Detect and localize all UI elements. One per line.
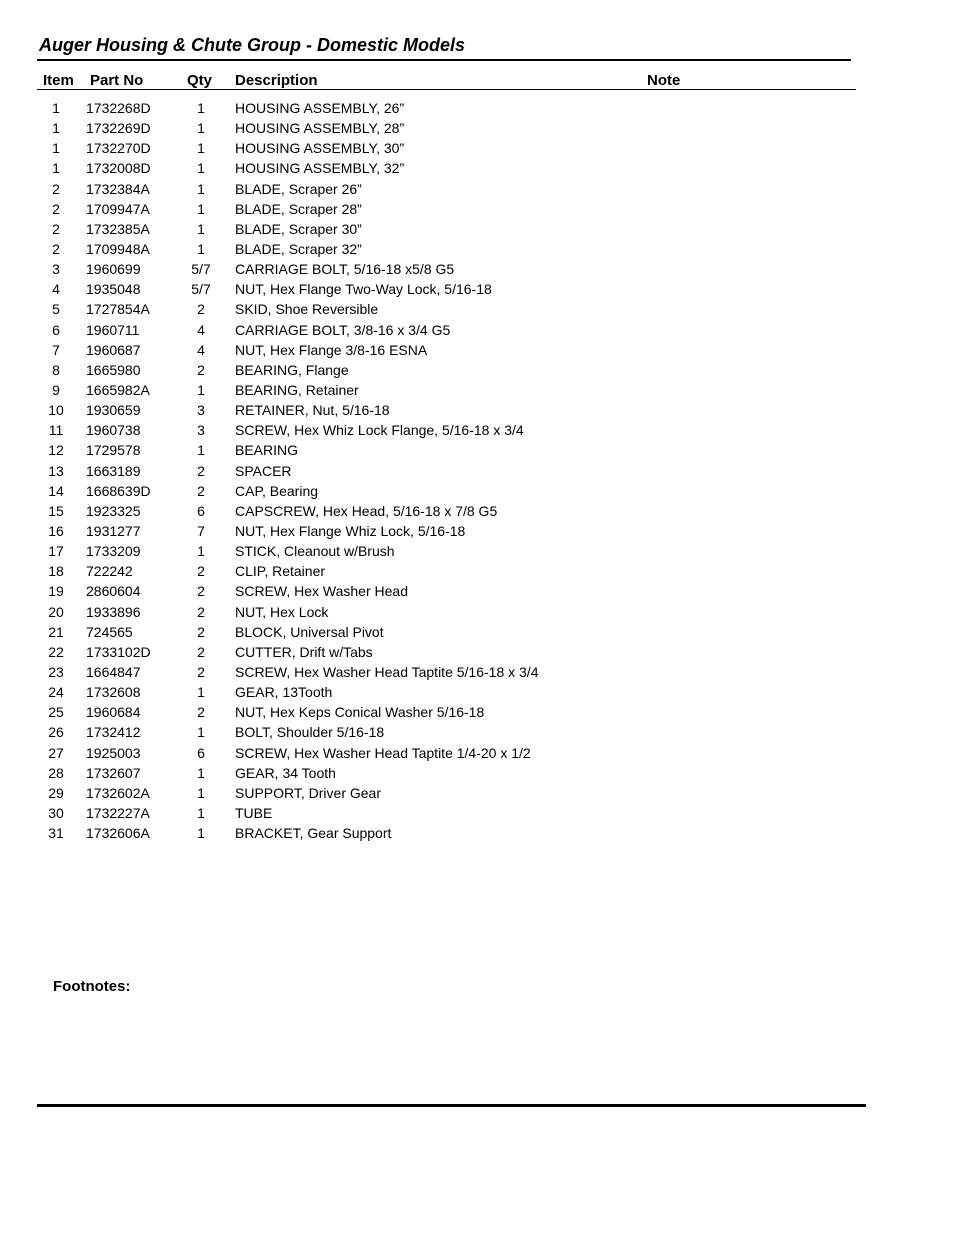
- table-row: [0, 461, 954, 481]
- column-header-item: Item: [43, 72, 74, 89]
- part-no-cell: 724565: [86, 623, 133, 640]
- item-cell: 31: [48, 825, 64, 842]
- description-cell: CLIP, Retainer: [235, 563, 326, 580]
- part-no-cell: 1931277: [86, 522, 141, 539]
- description-cell: CAP, Bearing: [235, 482, 319, 499]
- table-row: [0, 722, 954, 742]
- description-cell: HOUSING ASSEMBLY, 26”: [235, 100, 405, 116]
- qty-cell: 1: [197, 100, 205, 116]
- page-title: Auger Housing & Chute Group - Domestic Models: [39, 35, 466, 55]
- description-cell: HOUSING ASSEMBLY, 30”: [235, 140, 405, 157]
- part-no-cell: 1709948A: [86, 240, 150, 257]
- qty-cell: 6: [197, 744, 205, 761]
- table-row: [0, 602, 954, 622]
- item-cell: 10: [48, 402, 64, 419]
- qty-cell: 1: [197, 764, 205, 781]
- description-cell: SCREW, Hex Washer Head: [235, 583, 408, 600]
- description-cell: NUT, Hex Flange 3/8-16 ESNA: [235, 341, 428, 358]
- description-cell: NUT, Hex Keps Conical Washer 5/16-18: [235, 704, 485, 721]
- item-cell: 28: [48, 764, 64, 781]
- column-header-qty: Qty: [187, 72, 213, 89]
- qty-cell: 1: [197, 784, 205, 801]
- part-no-cell: 1733102D: [86, 643, 151, 660]
- table-row: [0, 481, 954, 501]
- qty-cell: 2: [197, 563, 205, 580]
- table-row: [0, 219, 954, 239]
- qty-cell: 1: [197, 804, 205, 821]
- item-cell: 29: [48, 784, 64, 801]
- part-no-cell: 1727854A: [86, 301, 150, 318]
- item-cell: 5: [52, 301, 60, 318]
- description-cell: NUT, Hex Flange Two-Way Lock, 5/16-18: [235, 281, 492, 298]
- description-cell: NUT, Hex Lock: [235, 603, 329, 620]
- part-no-cell: 1923325: [86, 502, 141, 519]
- part-no-cell: 1925003: [86, 744, 141, 761]
- item-cell: 20: [48, 603, 64, 620]
- description-cell: BLADE, Scraper 30”: [235, 220, 362, 237]
- qty-cell: 2: [197, 482, 205, 499]
- description-cell: SUPPORT, Driver Gear: [235, 784, 381, 801]
- description-cell: BEARING: [235, 442, 299, 459]
- qty-cell: 1: [197, 200, 205, 217]
- part-no-cell: 1665980: [86, 361, 141, 378]
- table-row: [0, 541, 954, 561]
- item-cell: 3: [52, 261, 60, 278]
- part-no-cell: 1732412: [86, 724, 141, 741]
- item-cell: 25: [48, 704, 64, 721]
- description-cell: SPACER: [235, 462, 292, 479]
- description-cell: CARRIAGE BOLT, 5/16-18 x5/8 G5: [235, 261, 455, 278]
- header-divider: [37, 89, 856, 90]
- qty-cell: 2: [197, 663, 205, 680]
- part-no-cell: 1709947A: [86, 200, 150, 217]
- part-no-cell: 1933896: [86, 603, 141, 620]
- qty-cell: 1: [197, 160, 205, 177]
- table-row: [0, 239, 954, 259]
- description-cell: STICK, Cleanout w/Brush: [235, 543, 395, 560]
- table-row: [0, 682, 954, 702]
- description-cell: BOLT, Shoulder 5/16-18: [235, 724, 385, 741]
- part-no-cell: 1732227A: [86, 804, 150, 821]
- item-cell: 1: [52, 120, 60, 137]
- item-cell: 1: [52, 160, 60, 177]
- table-row: [0, 98, 954, 118]
- qty-cell: 1: [197, 684, 205, 701]
- qty-cell: 1: [197, 120, 205, 137]
- part-no-cell: 2860604: [86, 583, 141, 600]
- qty-cell: 1: [197, 140, 205, 157]
- description-cell: SCREW, Hex Washer Head Taptite 5/16-18 x 3/4: [235, 663, 539, 680]
- qty-cell: 2: [197, 301, 205, 318]
- qty-cell: 2: [197, 361, 205, 378]
- table-row: [0, 360, 954, 380]
- qty-cell: 4: [197, 321, 205, 338]
- table-row: [0, 743, 954, 763]
- description-cell: BLADE, Scraper 26”: [235, 180, 362, 197]
- part-no-cell: 1663189: [86, 462, 141, 479]
- qty-cell: 5/7: [191, 281, 211, 298]
- qty-cell: 7: [197, 522, 205, 539]
- part-no-cell: 1732008D: [86, 160, 151, 177]
- item-cell: 7: [52, 341, 60, 358]
- table-row: [0, 501, 954, 521]
- part-no-cell: 1960699: [86, 261, 141, 278]
- table-row: [0, 440, 954, 460]
- description-cell: HOUSING ASSEMBLY, 32”: [235, 160, 405, 177]
- description-cell: BLOCK, Universal Pivot: [235, 623, 384, 640]
- table-row: [0, 118, 954, 138]
- table-row: [0, 380, 954, 400]
- description-cell: GEAR, 13Tooth: [235, 684, 333, 701]
- description-cell: CARRIAGE BOLT, 3/8-16 x 3/4 G5: [235, 321, 451, 338]
- table-row: [0, 400, 954, 420]
- part-no-cell: 1960687: [86, 341, 141, 358]
- part-no-cell: 1935048: [86, 281, 141, 298]
- part-no-cell: 1732384A: [86, 180, 150, 197]
- description-cell: RETAINER, Nut, 5/16-18: [235, 402, 390, 419]
- item-cell: 18: [48, 563, 64, 580]
- qty-cell: 2: [197, 623, 205, 640]
- item-cell: 2: [52, 240, 60, 257]
- table-row: [0, 340, 954, 360]
- part-no-cell: 1732607: [86, 764, 141, 781]
- part-no-cell: 1732269D: [86, 120, 151, 137]
- item-cell: 17: [48, 543, 64, 560]
- part-no-cell: 1732270D: [86, 140, 151, 157]
- part-no-cell: 1732606A: [86, 825, 150, 842]
- item-cell: 14: [48, 482, 64, 499]
- table-row: [0, 420, 954, 440]
- qty-cell: 1: [197, 240, 205, 257]
- table-row: [0, 199, 954, 219]
- description-cell: TUBE: [235, 804, 273, 821]
- item-cell: 2: [52, 200, 60, 217]
- table-row: [0, 783, 954, 803]
- description-cell: HOUSING ASSEMBLY, 28”: [235, 120, 405, 137]
- item-cell: 21: [48, 623, 64, 640]
- item-cell: 12: [48, 442, 64, 459]
- part-no-cell: 722242: [86, 563, 133, 580]
- part-no-cell: 1732268D: [86, 100, 151, 116]
- qty-cell: 2: [197, 583, 205, 600]
- item-cell: 19: [48, 583, 64, 600]
- qty-cell: 5/7: [191, 261, 211, 278]
- description-cell: GEAR, 34 Tooth: [235, 764, 336, 781]
- part-no-cell: 1729578: [86, 442, 141, 459]
- description-cell: SCREW, Hex Whiz Lock Flange, 5/16-18 x 3/4: [235, 422, 524, 439]
- table-row: [0, 823, 954, 843]
- part-no-cell: 1960738: [86, 422, 141, 439]
- part-no-cell: 1930659: [86, 402, 141, 419]
- qty-cell: 1: [197, 180, 205, 197]
- part-no-cell: 1665982A: [86, 381, 150, 398]
- table-row: [0, 763, 954, 783]
- part-no-cell: 1732385A: [86, 220, 150, 237]
- description-cell: SKID, Shoe Reversible: [235, 301, 379, 318]
- description-cell: CUTTER, Drift w/Tabs: [235, 643, 373, 660]
- column-header-description: Description: [235, 72, 318, 89]
- description-cell: BLADE, Scraper 32”: [235, 240, 362, 257]
- qty-cell: 1: [197, 543, 205, 560]
- table-row: [0, 702, 954, 722]
- qty-cell: 2: [197, 462, 205, 479]
- qty-cell: 3: [197, 402, 205, 419]
- item-cell: 26: [48, 724, 64, 741]
- item-cell: 2: [52, 220, 60, 237]
- qty-cell: 4: [197, 341, 205, 358]
- item-cell: 1: [52, 100, 60, 116]
- qty-cell: 2: [197, 603, 205, 620]
- column-header-note: Note: [647, 72, 681, 89]
- item-cell: 15: [48, 502, 64, 519]
- item-cell: 22: [48, 643, 64, 660]
- table-row: [0, 138, 954, 158]
- description-cell: BEARING, Retainer: [235, 381, 359, 398]
- description-cell: CAPSCREW, Hex Head, 5/16-18 x 7/8 G5: [235, 502, 498, 519]
- item-cell: 24: [48, 684, 64, 701]
- table-row: [0, 320, 954, 340]
- table-row: [0, 299, 954, 319]
- part-no-cell: 1732608: [86, 684, 141, 701]
- table-row: [0, 561, 954, 581]
- part-no-cell: 1960684: [86, 704, 141, 721]
- part-no-cell: 1960711: [86, 321, 140, 338]
- item-cell: 2: [52, 180, 60, 197]
- table-row: [0, 803, 954, 823]
- item-cell: 6: [52, 321, 60, 338]
- item-cell: 1: [52, 140, 60, 157]
- table-row: [0, 581, 954, 601]
- part-no-cell: 1668639D: [86, 482, 151, 499]
- table-row: [0, 622, 954, 642]
- part-no-cell: 1733209: [86, 543, 141, 560]
- bottom-divider: [37, 1104, 866, 1107]
- item-cell: 16: [48, 522, 64, 539]
- description-cell: BEARING, Flange: [235, 361, 349, 378]
- table-row: [0, 179, 954, 199]
- table-row: [0, 662, 954, 682]
- title-divider: [37, 59, 851, 61]
- qty-cell: 1: [197, 381, 205, 398]
- qty-cell: 2: [197, 643, 205, 660]
- table-row: [0, 279, 954, 299]
- table-row: [0, 642, 954, 662]
- table-row: [0, 158, 954, 178]
- qty-cell: 1: [197, 442, 205, 459]
- table-row: [0, 521, 954, 541]
- qty-cell: 1: [197, 220, 205, 237]
- item-cell: 9: [52, 381, 60, 398]
- item-cell: 8: [52, 361, 60, 378]
- qty-cell: 1: [197, 724, 205, 741]
- parts-table: [0, 98, 954, 843]
- qty-cell: 6: [197, 502, 205, 519]
- description-cell: BRACKET, Gear Support: [235, 825, 392, 842]
- part-no-cell: 1732602A: [86, 784, 150, 801]
- qty-cell: 2: [197, 704, 205, 721]
- item-cell: 23: [48, 663, 64, 680]
- item-cell: 27: [48, 744, 64, 761]
- description-cell: NUT, Hex Flange Whiz Lock, 5/16-18: [235, 522, 466, 539]
- table-row: [0, 259, 954, 279]
- qty-cell: 1: [197, 825, 205, 842]
- column-header-part-no: Part No: [90, 72, 144, 89]
- footnotes-label: Footnotes:: [53, 978, 131, 995]
- part-no-cell: 1664847: [86, 663, 141, 680]
- item-cell: 30: [48, 804, 64, 821]
- item-cell: 11: [48, 422, 64, 439]
- qty-cell: 3: [197, 422, 205, 439]
- description-cell: BLADE, Scraper 28”: [235, 200, 362, 217]
- item-cell: 13: [48, 462, 64, 479]
- item-cell: 4: [52, 281, 60, 298]
- description-cell: SCREW, Hex Washer Head Taptite 1/4-20 x 1/2: [235, 744, 531, 761]
